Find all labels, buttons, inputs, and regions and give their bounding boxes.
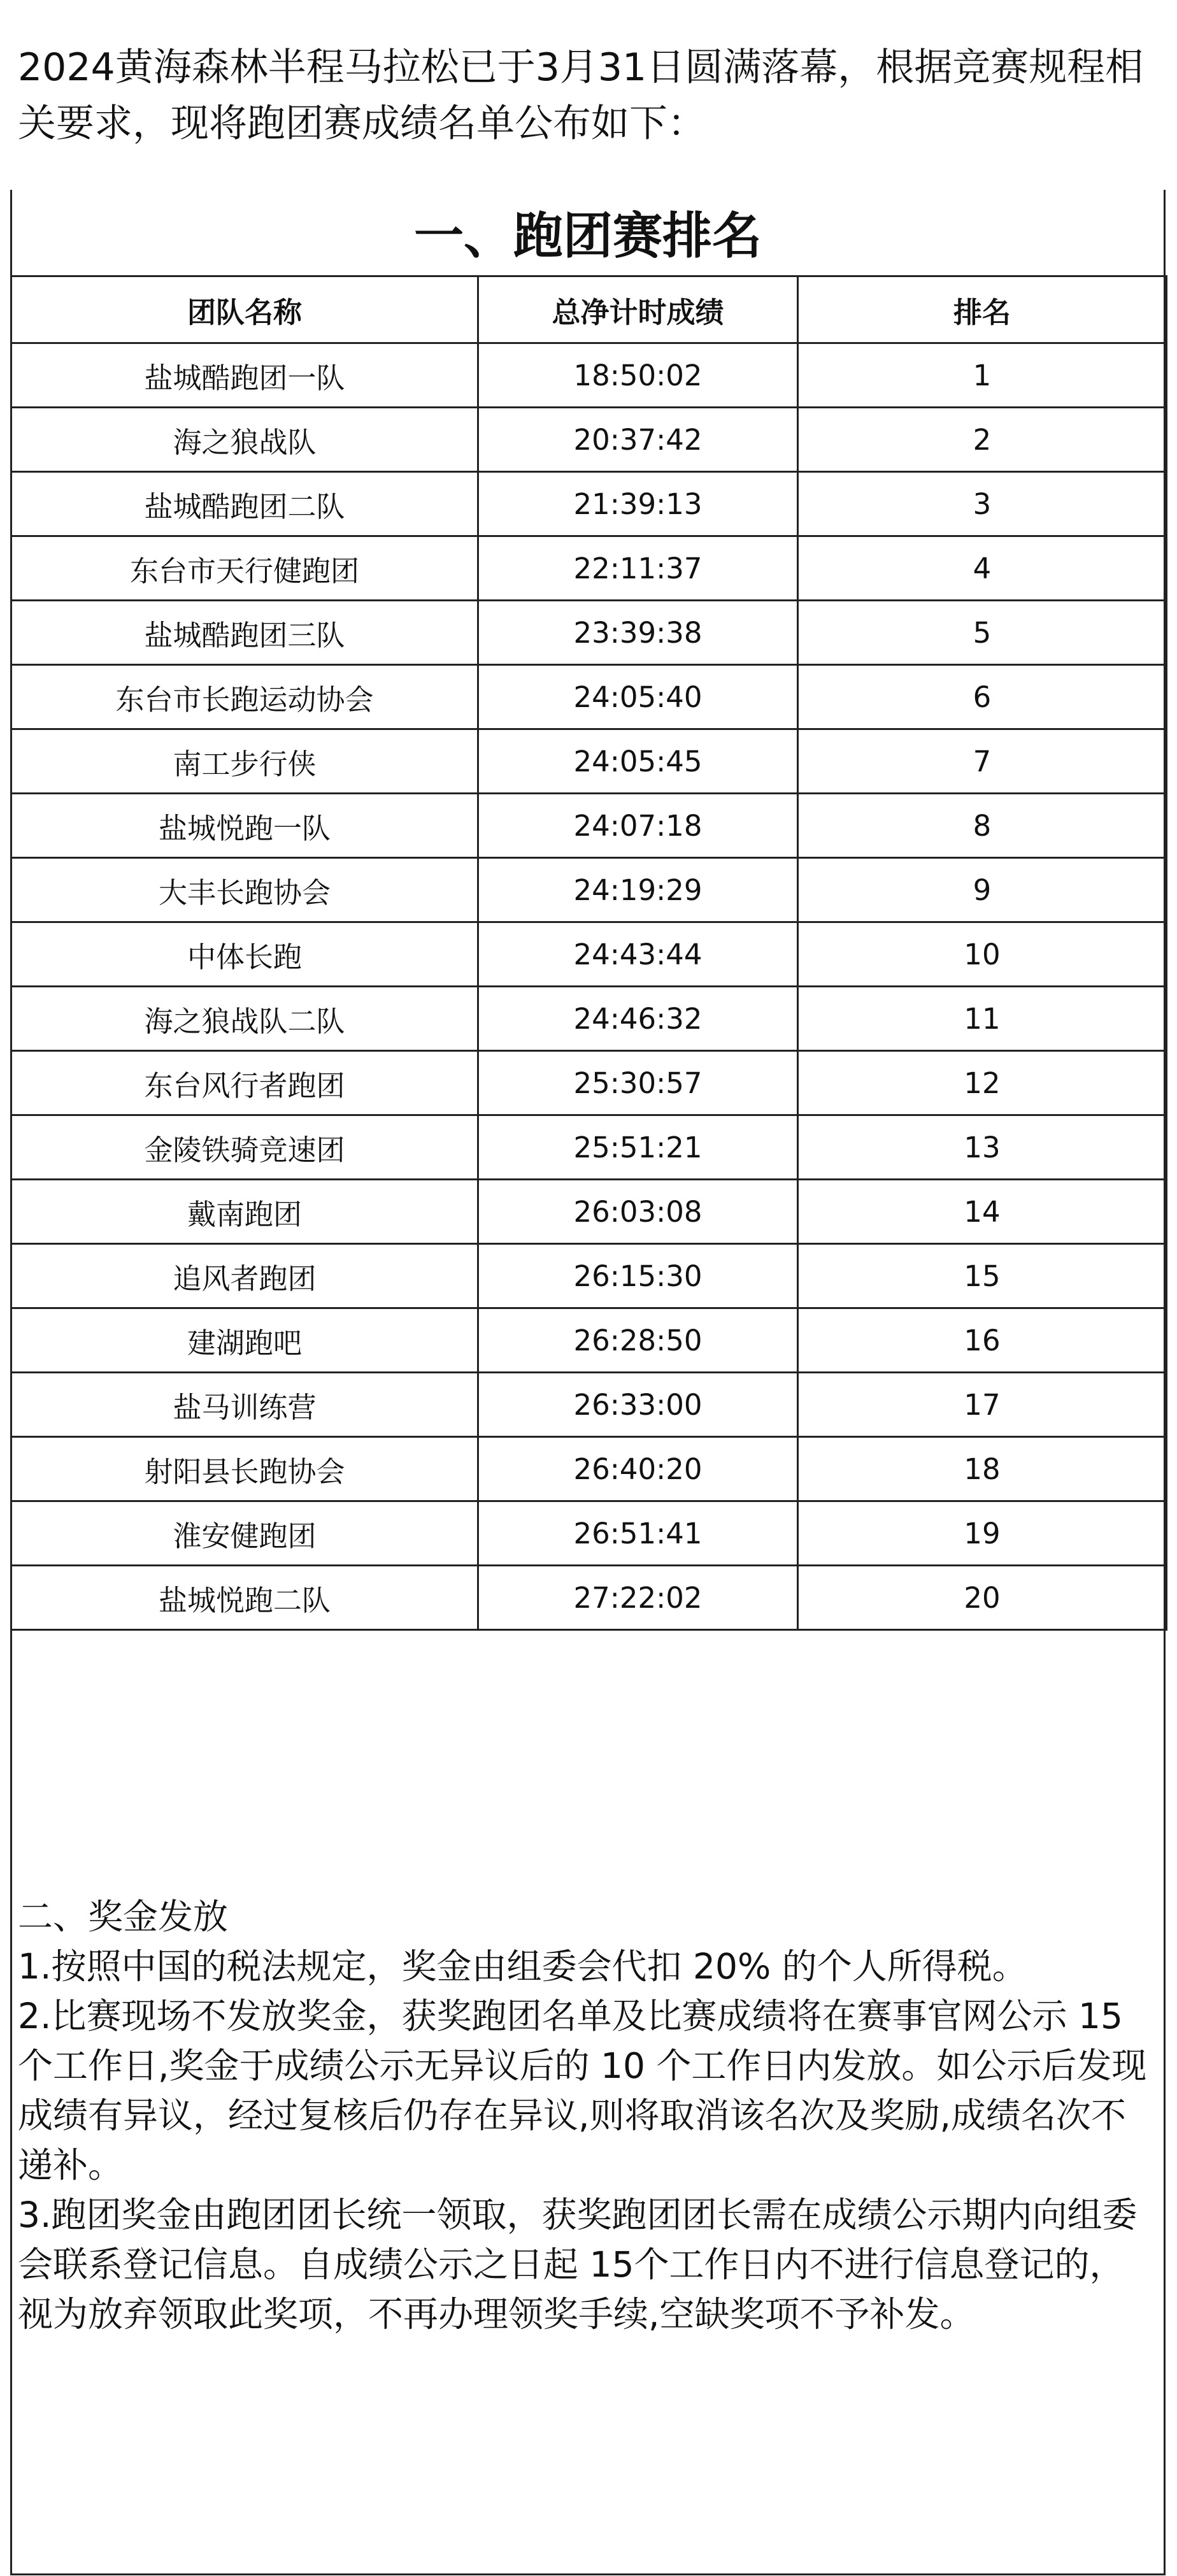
table-row bbox=[11, 1373, 1167, 1437]
table-row bbox=[11, 1437, 1167, 1501]
table-row bbox=[11, 987, 1167, 1051]
team-name-cell: 盐城悦跑一队 bbox=[11, 794, 478, 858]
net-time-cell: 24:05:40 bbox=[478, 665, 798, 729]
team-name-cell: 建湖跑吧 bbox=[11, 1308, 478, 1373]
prize-note-item: 1.按照中国的税法规定，奖金由组委会代扣 20% 的个人所得税。 bbox=[18, 1946, 1027, 1987]
net-time-cell: 24:43:44 bbox=[478, 922, 798, 987]
net-time-cell: 24:07:18 bbox=[478, 794, 798, 858]
net-time-cell: 18:50:02 bbox=[478, 343, 798, 408]
table-row bbox=[11, 1244, 1167, 1308]
rank-cell: 9 bbox=[798, 858, 1167, 922]
section-1-title: 一、跑团赛排名 bbox=[413, 208, 762, 265]
table-row bbox=[11, 922, 1167, 987]
prize-note-item: 2.比赛现场不发放奖金，获奖跑团名单及比赛成绩将在赛事官网公示 15 个工作日,奖金于成绩公示无异议后的 10 个工作日内发放。如公示后发现成绩有异议，经过复核后仍存在异议,则将取消该名次及奖励,成绩名次不递补。 bbox=[18, 1996, 1147, 2186]
net-time-cell: 27:22:02 bbox=[478, 1566, 798, 1630]
rank-cell: 14 bbox=[798, 1180, 1167, 1244]
rank-cell: 10 bbox=[798, 922, 1167, 987]
table-row bbox=[11, 1115, 1167, 1180]
net-time-cell: 26:51:41 bbox=[478, 1501, 798, 1566]
rank-cell: 15 bbox=[798, 1244, 1167, 1308]
team-name-cell: 东台市天行健跑团 bbox=[11, 536, 478, 601]
table-row bbox=[11, 794, 1167, 858]
rank-cell: 7 bbox=[798, 729, 1167, 794]
team-name-cell: 东台风行者跑团 bbox=[11, 1051, 478, 1115]
net-time-cell: 20:37:42 bbox=[478, 408, 798, 472]
net-time-cell: 24:46:32 bbox=[478, 987, 798, 1051]
header-team-name: 团队名称 bbox=[11, 276, 478, 343]
prize-note-item: 3.跑团奖金由跑团团长统一领取，获奖跑团团长需在成绩公示期内向组委会联系登记信息。自成绩公示之日起 15个工作日内不进行信息登记的，视为放弃领取此奖项，不再办理领奖手续,空缺奖项不予补发。 bbox=[18, 2194, 1138, 2335]
prize-notes bbox=[18, 1892, 1158, 2339]
rank-cell: 8 bbox=[798, 794, 1167, 858]
net-time-cell: 21:39:13 bbox=[478, 472, 798, 536]
table-row bbox=[11, 1566, 1167, 1630]
team-name-cell: 盐城悦跑二队 bbox=[11, 1566, 478, 1630]
team-name-cell: 戴南跑团 bbox=[11, 1180, 478, 1244]
net-time-cell: 23:39:38 bbox=[478, 601, 798, 665]
table-header-row bbox=[11, 276, 1167, 343]
table-row bbox=[11, 1308, 1167, 1373]
table-row bbox=[11, 1501, 1167, 1566]
rank-cell: 11 bbox=[798, 987, 1167, 1051]
rank-cell: 18 bbox=[798, 1437, 1167, 1501]
team-name-cell: 追风者跑团 bbox=[11, 1244, 478, 1308]
rank-cell: 5 bbox=[798, 601, 1167, 665]
table-row bbox=[11, 472, 1167, 536]
net-time-cell: 25:30:57 bbox=[478, 1051, 798, 1115]
rank-cell: 12 bbox=[798, 1051, 1167, 1115]
team-name-cell: 盐城酷跑团三队 bbox=[11, 601, 478, 665]
rank-cell: 1 bbox=[798, 343, 1167, 408]
header-rank: 排名 bbox=[798, 276, 1167, 343]
rank-cell: 16 bbox=[798, 1308, 1167, 1373]
team-name-cell: 射阳县长跑协会 bbox=[11, 1437, 478, 1501]
section-2-title: 二、奖金发放 bbox=[18, 1896, 229, 1937]
header-net-time: 总净计时成绩 bbox=[478, 276, 798, 343]
net-time-cell: 24:05:45 bbox=[478, 729, 798, 794]
rank-cell: 19 bbox=[798, 1501, 1167, 1566]
team-name-cell: 中体长跑 bbox=[11, 922, 478, 987]
table-row bbox=[11, 729, 1167, 794]
table-row bbox=[11, 536, 1167, 601]
rank-cell: 3 bbox=[798, 472, 1167, 536]
table-row bbox=[11, 665, 1167, 729]
net-time-cell: 24:19:29 bbox=[478, 858, 798, 922]
rank-cell: 20 bbox=[798, 1566, 1167, 1630]
table-row bbox=[11, 343, 1167, 408]
net-time-cell: 25:51:21 bbox=[478, 1115, 798, 1180]
rank-cell: 4 bbox=[798, 536, 1167, 601]
rank-cell: 6 bbox=[798, 665, 1167, 729]
net-time-cell: 26:28:50 bbox=[478, 1308, 798, 1373]
table-row bbox=[11, 1051, 1167, 1115]
table-row bbox=[11, 408, 1167, 472]
team-name-cell: 金陵铁骑竞速团 bbox=[11, 1115, 478, 1180]
net-time-cell: 26:15:30 bbox=[478, 1244, 798, 1308]
rank-cell: 17 bbox=[798, 1373, 1167, 1437]
team-name-cell: 海之狼战队 bbox=[11, 408, 478, 472]
intro-paragraph: 2024黄海森林半程马拉松已于3月31日圆满落幕，根据竞赛规程相关要求，现将跑团赛成绩名单公布如下： bbox=[18, 45, 1144, 146]
net-time-cell: 26:03:08 bbox=[478, 1180, 798, 1244]
net-time-cell: 26:33:00 bbox=[478, 1373, 798, 1437]
team-ranking-table bbox=[10, 275, 1167, 1631]
table-row bbox=[11, 601, 1167, 665]
team-name-cell: 淮安健跑团 bbox=[11, 1501, 478, 1566]
team-name-cell: 盐城酷跑团二队 bbox=[11, 472, 478, 536]
table-body bbox=[11, 343, 1167, 1630]
net-time-cell: 22:11:37 bbox=[478, 536, 798, 601]
team-name-cell: 南工步行侠 bbox=[11, 729, 478, 794]
team-name-cell: 东台市长跑运动协会 bbox=[11, 665, 478, 729]
team-name-cell: 盐马训练营 bbox=[11, 1373, 478, 1437]
net-time-cell: 26:40:20 bbox=[478, 1437, 798, 1501]
team-name-cell: 大丰长跑协会 bbox=[11, 858, 478, 922]
table-row bbox=[11, 858, 1167, 922]
rank-cell: 13 bbox=[798, 1115, 1167, 1180]
team-name-cell: 海之狼战队二队 bbox=[11, 987, 478, 1051]
team-name-cell: 盐城酷跑团一队 bbox=[11, 343, 478, 408]
table-row bbox=[11, 1180, 1167, 1244]
rank-cell: 2 bbox=[798, 408, 1167, 472]
